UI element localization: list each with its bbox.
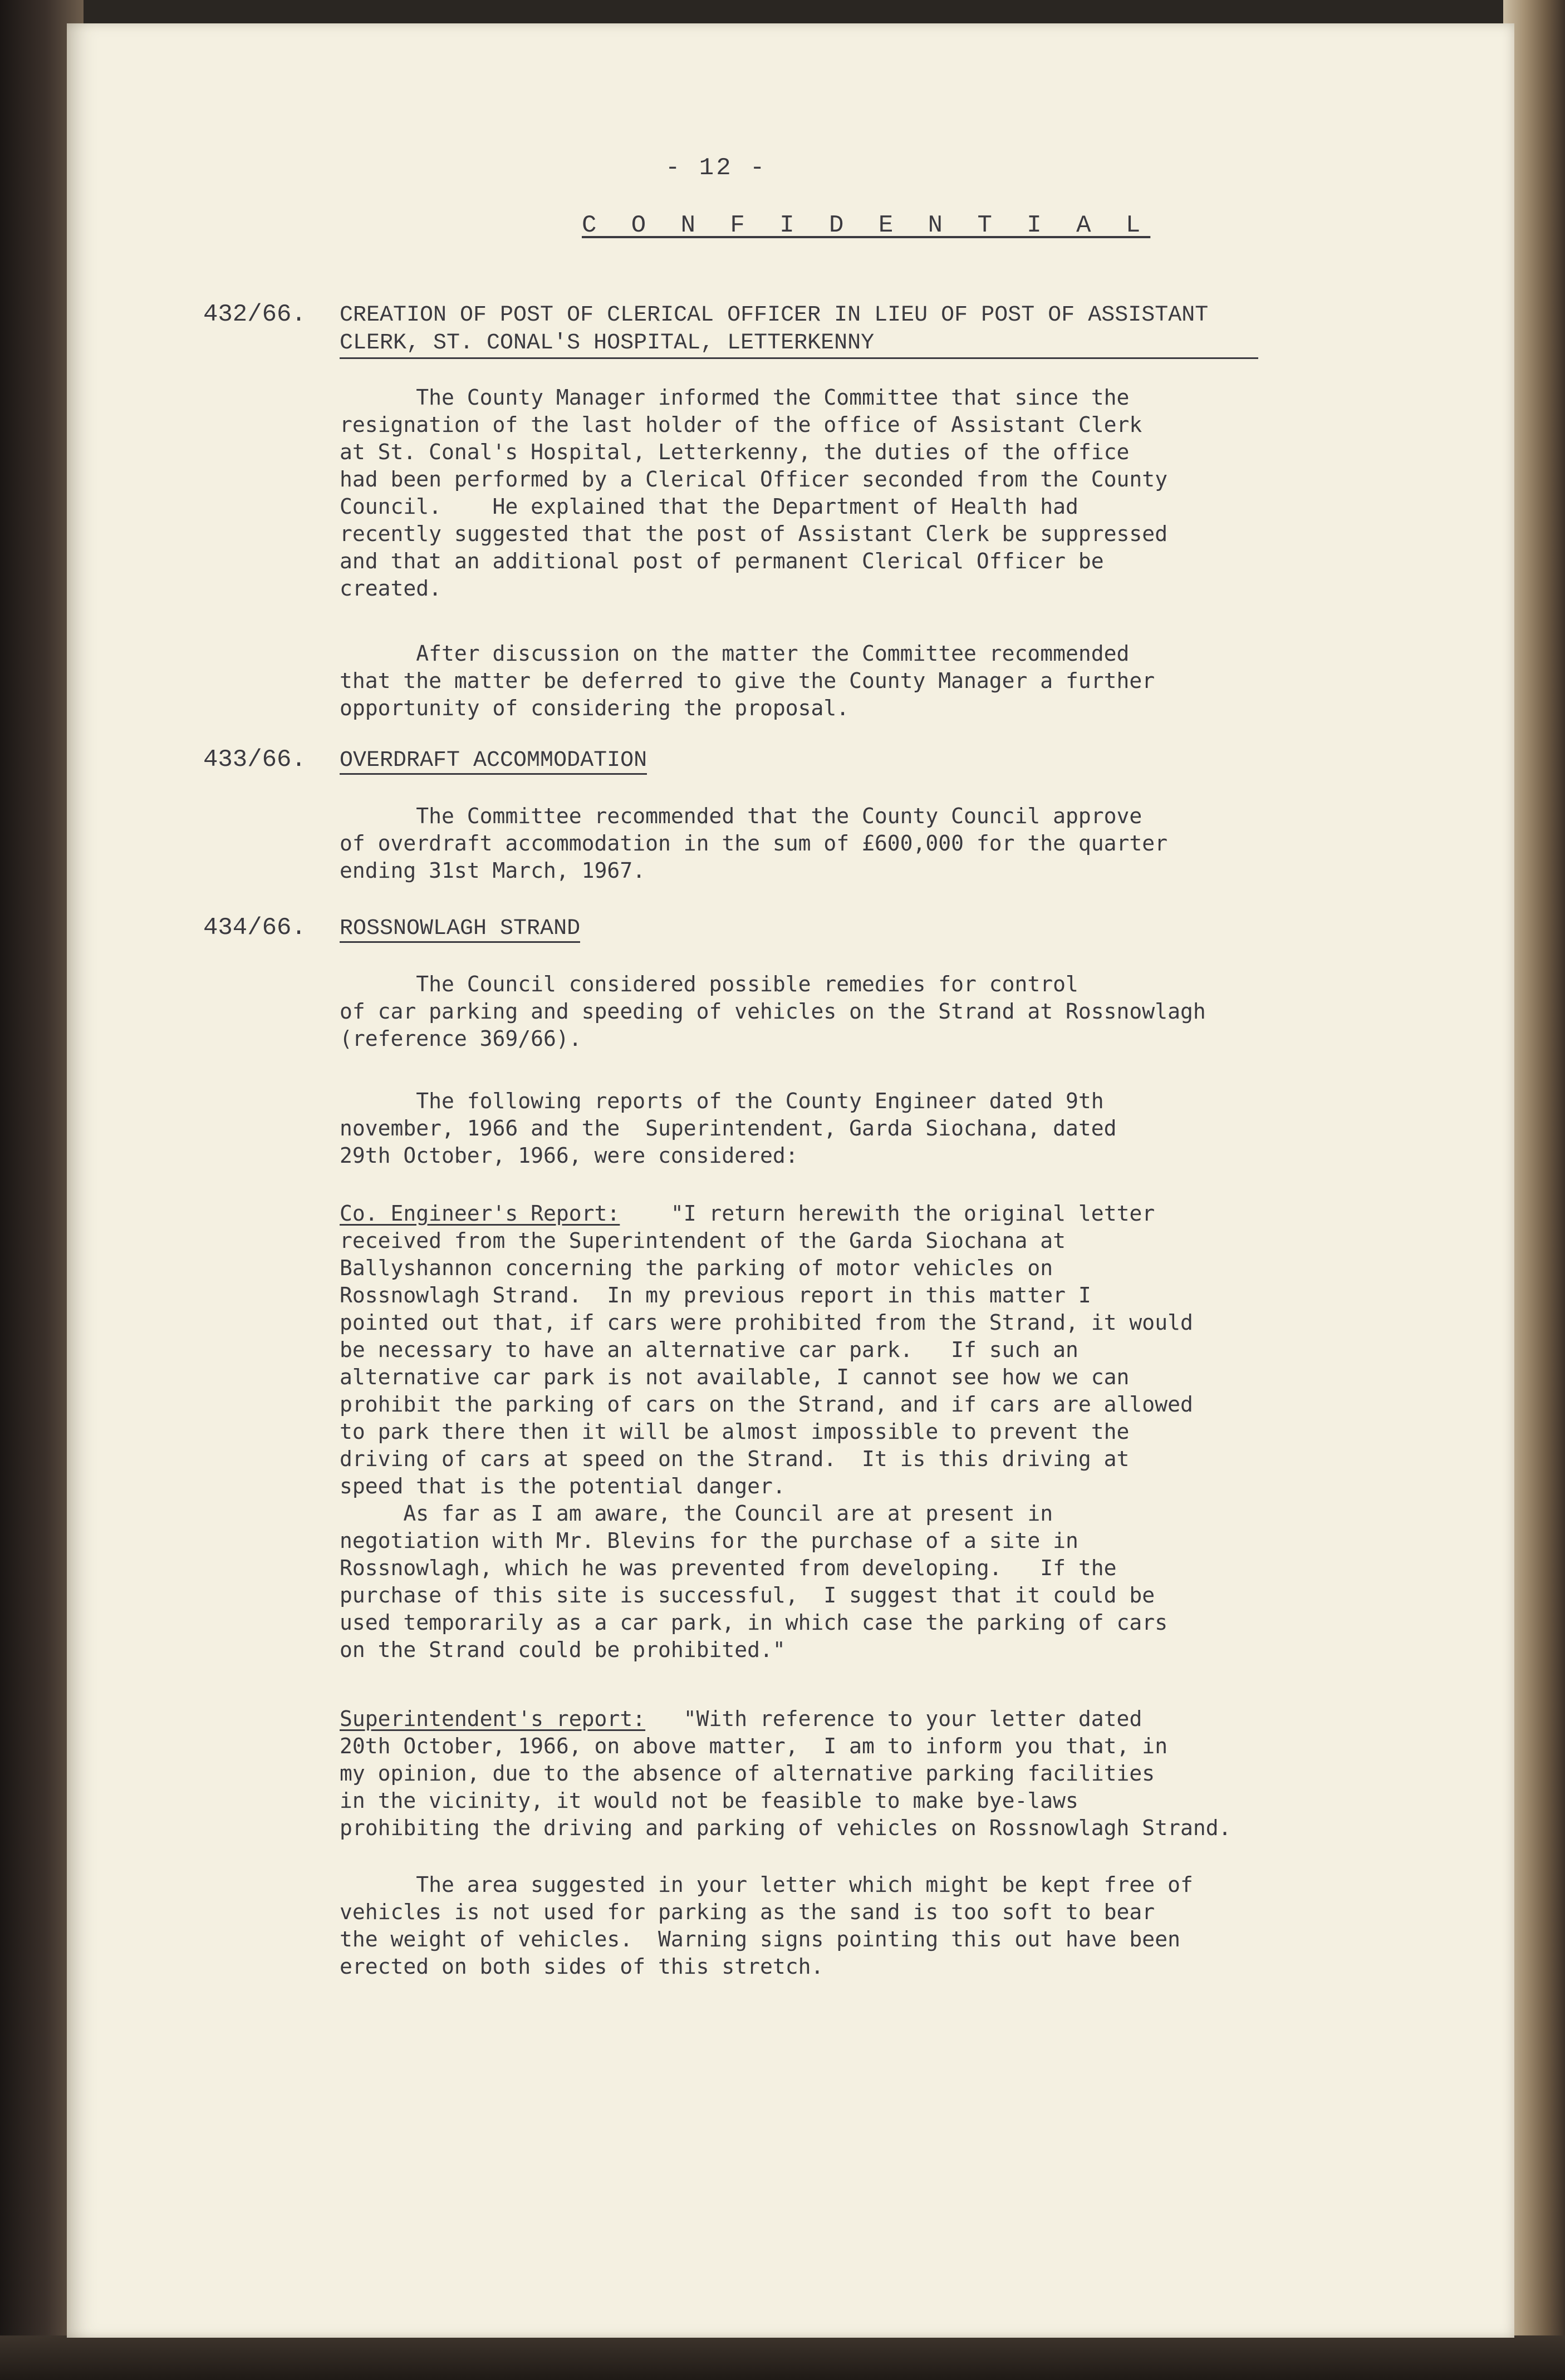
superintendent-report-text: 20th October, 1966, on above matter, I am to inform you that, in my opinion, due to the absence of alternative parking facilities in the vicinity, it would not be feasible to make bye-laws prohibiting the driving and parking of vehicles on Rossnowlagh Strand. bbox=[340, 1734, 1232, 1840]
document-page bbox=[67, 23, 1514, 2338]
engineer-report-text: "I return herewith the original letter bbox=[620, 1201, 1155, 1226]
paragraph: The following reports of the County Engineer dated 9th november, 1966 and the Superintendent, Garda Siochana, dated 29th October, 1966, were considered: bbox=[340, 1089, 1117, 1168]
item-number: 432/66. bbox=[203, 301, 306, 328]
engineer-report-text: received from the Superintendent of the Garda Siochana at Ballyshannon concerning the parking of motor vehicles on Rossnowlagh Strand. In my previous report in this matter I pointed out that, if cars were prohibited from the Strand, it would be necessary to have an alternative car park. If such an alternative car park is not available, I cannot see how we can prohibit the parking of cars on the Strand, and if cars are allowed to park there then it will be almost impossible to prevent the driving of cars at speed on the Strand. It is this driving at speed that is the potential danger. As far as I am aware, the Council are at present in negotiation with Mr. Blevins for the purchase of a site in Rossnowlagh, which he was prevented from developing. If the purchase of this site is successful, I suggest that it could be used temporarily as a car park, in which case the parking of cars on the Strand could be prohibited." bbox=[340, 1228, 1193, 1662]
engineer-report bbox=[340, 1200, 1193, 1664]
item-heading bbox=[340, 747, 647, 775]
item-number: 433/66. bbox=[203, 746, 306, 774]
superintendent-report-text: "With reference to your letter dated bbox=[645, 1707, 1142, 1731]
confidential-heading: C O N F I D E N T I A L bbox=[582, 212, 1151, 239]
paragraph: The Committee recommended that the County Council approve of overdraft accommodation in the sum of £600,000 for the quarter ending 31st March, 1967. bbox=[340, 804, 1168, 883]
item-heading bbox=[340, 915, 580, 943]
paragraph: After discussion on the matter the Committee recommended that the matter be deferred to give the County Manager a further opportunity of considering the proposal. bbox=[340, 641, 1155, 720]
item-heading-line: OVERDRAFT ACCOMMODATION bbox=[340, 748, 647, 775]
scan-bottom-edge bbox=[0, 2335, 1565, 2380]
superintendent-report bbox=[340, 1705, 1231, 1842]
paragraph: The area suggested in your letter which might be kept free of vehicles is not used for parking as the sand is too soft to bear the weight of vehicles. Warning signs pointing this out have been erected on both sides of this stretch. bbox=[340, 1872, 1193, 1979]
paragraph: The Council considered possible remedies for control of car parking and speeding of vehicles on the Strand at Rossnowlagh (reference 369/66). bbox=[340, 972, 1206, 1051]
paragraph: The County Manager informed the Committee that since the resignation of the last holder of the office of Assistant Clerk at St. Conal's Hospital, Letterkenny, the duties of the office had been performed by a Clerical Officer seconded from the County Council. He explained that the Department of Health had recently suggested that the post of Assistant Clerk be suppressed and that an additional post of permanent Clerical Officer be created. bbox=[340, 385, 1168, 601]
page-number: - 12 - bbox=[665, 154, 767, 182]
superintendent-report-label: Superintendent's report: bbox=[340, 1707, 646, 1731]
item-heading-line: CLERK, ST. CONAL'S HOSPITAL, LETTERKENNY bbox=[340, 330, 1258, 359]
item-number: 434/66. bbox=[203, 914, 306, 942]
item-heading-line: ROSSNOWLAGH STRAND bbox=[340, 916, 580, 943]
item-heading bbox=[340, 302, 1258, 359]
engineer-report-label: Co. Engineer's Report: bbox=[340, 1201, 620, 1226]
item-heading-line: CREATION OF POST OF CLERICAL OFFICER IN LIEU OF POST OF ASSISTANT bbox=[340, 303, 1209, 328]
